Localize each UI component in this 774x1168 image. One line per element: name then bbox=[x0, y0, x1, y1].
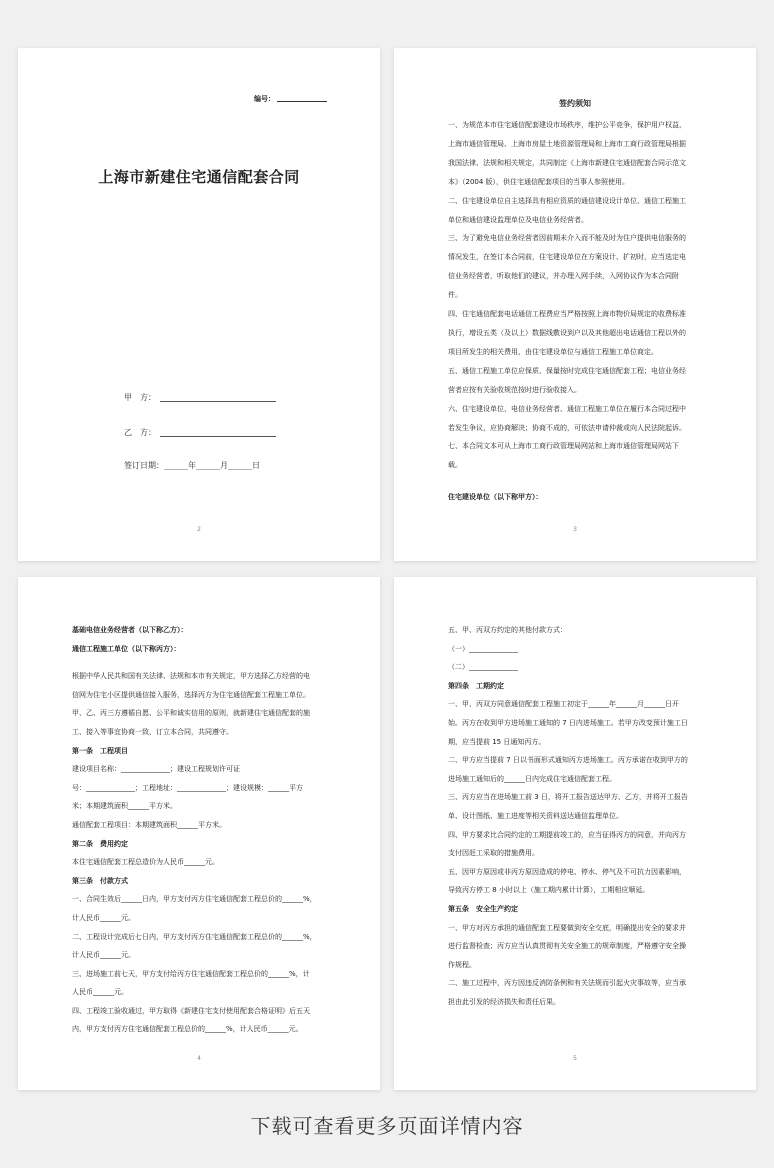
text-line: 信业务经营者，听取他们的建议，并办理入网手续，入网协议作为本合同附 bbox=[448, 272, 679, 281]
text-line: 五、通信工程施工单位应保质、保量按时完成住宅通信配套工程；电信业务经 bbox=[448, 366, 686, 375]
text-line: 三、丙方应当在进场施工前 3 日，将开工报告送达甲方、乙方，并将开工报告 bbox=[448, 793, 688, 802]
text-line: 根据中华人民共和国有关法律、法规和本市有关规定，甲方选择乙方经营的电 bbox=[72, 672, 310, 681]
contract-title: 上海市新建住宅通信配套合同 bbox=[98, 168, 300, 186]
party-c-heading: 通信工程施工单位（以下称丙方）： bbox=[72, 644, 181, 653]
party-b-blank bbox=[160, 428, 276, 437]
document-page-5 bbox=[394, 577, 756, 1090]
party-a-field bbox=[124, 392, 276, 403]
download-more-footer: 下载可查看更多页面详情内容 bbox=[250, 1114, 524, 1138]
text-line: 执行，增设五类（及以上）数据线敷设到户以及其他超出电话通信工程以外的 bbox=[448, 328, 686, 337]
text-line: 件。 bbox=[448, 291, 462, 300]
text-line: 一、合同生效后______日内，甲方支付丙方住宅通信配套工程总价的______%， bbox=[72, 895, 317, 904]
text-line: 计人民币______元。 bbox=[72, 951, 135, 960]
text-line: 本住宅通信配套工程总造价为人民币______元。 bbox=[72, 858, 219, 867]
party-b-heading: 基础电信业务经营者（以下称乙方）： bbox=[72, 626, 188, 634]
text-line: 一、甲方对丙方承担的通信配套工程要做到安全交底，明确提出安全的要求并 bbox=[448, 923, 686, 932]
text-line: 一、为规范本市住宅通信配套建设市场秩序，维护公平竞争，保护用户权益， bbox=[448, 121, 686, 129]
text-line: 建设项目名称：______________；建设工程规划许可证 bbox=[72, 765, 240, 774]
text-line: 项目所发生的相关费用，由住宅建设单位与通信工程施工单位商定。 bbox=[448, 347, 658, 356]
article-1-title: 第一条 工程项目 bbox=[72, 746, 128, 755]
spacer bbox=[72, 658, 350, 667]
text-line: 支付因赶工采取的措施费用。 bbox=[448, 849, 539, 858]
page-number: 4 bbox=[197, 1055, 201, 1062]
text-line: （一）______________ bbox=[448, 644, 518, 653]
party-a-blank bbox=[160, 393, 276, 402]
article-2-body bbox=[72, 853, 350, 872]
notice-body bbox=[448, 116, 726, 475]
text-line: 上海市通信管理局、上海市房屋土地资源管理局和上海市工商行政管理局根据 bbox=[448, 139, 686, 148]
text-line: 五、甲、丙双方约定的其他付款方式： bbox=[448, 626, 567, 634]
text-line: 一、甲、丙双方同意通信配套工程施工初定于______年______月______日开 bbox=[448, 700, 679, 709]
text-line: 载。 bbox=[448, 461, 462, 470]
text-line: 若发生争议，应协商解决；协商不成的，可依法申请仲裁或向人民法院起诉。 bbox=[448, 423, 686, 432]
text-line: 二、住宅建设单位自主选择具有相应资质的通信建设设计单位、通信工程施工 bbox=[448, 196, 686, 205]
text-line: 导致丙方停工 8 小时以上（施工期内累计计算），工期相应顺延。 bbox=[448, 886, 650, 895]
text-line: 期，应当提前 15 日通知丙方。 bbox=[448, 737, 546, 746]
article-4-body bbox=[448, 695, 726, 900]
serial-blank bbox=[277, 94, 327, 102]
party-a-heading: 住宅建设单位（以下称甲方）： bbox=[448, 493, 543, 501]
serial-number-field bbox=[254, 94, 327, 104]
text-line: 作规程。 bbox=[448, 960, 476, 969]
page-number: 5 bbox=[573, 1055, 577, 1062]
text-line: 情况发生，在签订本合同前，住宅建设单位在方案设计、扩初时，应当选定电 bbox=[448, 253, 686, 262]
text-line: 进行监督检查；丙方应当认真贯彻有关安全施工的规章制度，严格遵守安全操 bbox=[448, 942, 686, 951]
text-line: 本》（2004 版），供住宅通信配套项目的当事人参照使用。 bbox=[448, 177, 630, 186]
article-1-body bbox=[72, 760, 350, 834]
text-line: 米；本期建筑面积______平方米。 bbox=[72, 802, 177, 811]
text-line: 二、施工过程中，丙方因违反消防条例和有关法规而引起火灾事故等，应当承 bbox=[448, 979, 686, 988]
text-line: 七、本合同文本可从上海市工商行政管理局网站和上海市通信管理局网站下 bbox=[448, 442, 679, 451]
text-line: 工、接入等事宜协商一致，订立本合同，共同遵守。 bbox=[72, 727, 233, 736]
article-5-body bbox=[448, 919, 726, 1012]
text-line: 甲、乙、丙三方遵循自愿、公平和诚实信用的原则，就新建住宅通信配套的施 bbox=[72, 709, 310, 718]
text-line: 五、因甲方原因或非丙方原因造成的停电、停水、停气及不可抗力因素影响， bbox=[448, 867, 686, 876]
text-line: 进场施工通知后的______日内完成住宅通信配套工程。 bbox=[448, 774, 616, 783]
article-5-title: 第五条 安全生产约定 bbox=[448, 904, 518, 913]
text-line: 二、工程设计完成后七日内，甲方支付丙方住宅通信配套工程总价的______%， bbox=[72, 932, 317, 941]
page-number: 3 bbox=[573, 526, 577, 533]
sign-date-field: 签订日期：______年______月______日 bbox=[124, 461, 260, 470]
party-b-label: 乙 方： bbox=[124, 428, 156, 437]
notice-title: 签约须知 bbox=[559, 99, 591, 108]
page-number: 2 bbox=[197, 526, 201, 533]
text-line: 单位和通信建设监理单位及电信业务经营者。 bbox=[448, 215, 588, 224]
text-line: 二、甲方应当提前 7 日以书面形式通知丙方进场施工。丙方承诺在收到甲方的 bbox=[448, 756, 688, 765]
page-5-body bbox=[448, 621, 726, 1011]
text-line: 四、工程竣工验收通过，甲方取得《新建住宅支付使用配套合格证明》后五天 bbox=[72, 1006, 310, 1015]
text-line: 四、住宅通信配套电话通信工程费应当严格按照上海市物价局规定的收费标准 bbox=[448, 310, 686, 319]
text-line: 三、为了避免电信业务经营者因前期未介入而不能及时为住户提供电信服务的 bbox=[448, 234, 686, 243]
text-line: 人民币______元。 bbox=[72, 988, 128, 997]
text-line: 营者应按有关验收规范按时进行验收接入。 bbox=[448, 385, 581, 394]
serial-label: 编号： bbox=[254, 95, 275, 103]
document-page-3 bbox=[394, 48, 756, 561]
document-page-4 bbox=[18, 577, 380, 1090]
document-page-2 bbox=[18, 48, 380, 561]
text-line: 始。丙方在收到甲方进场施工通知的 7 日内进场施工。若甲方改变预计施工日 bbox=[448, 718, 688, 727]
intro-paragraph bbox=[72, 667, 350, 741]
text-line: 六、住宅建设单位、电信业务经营者、通信工程施工单位在履行本合同过程中 bbox=[448, 404, 686, 413]
text-line: 四、甲方要求比合同约定的工期提前竣工的，应当征得丙方的同意，并向丙方 bbox=[448, 830, 686, 839]
party-b-field bbox=[124, 427, 276, 438]
article-2-title: 第二条 费用约定 bbox=[72, 839, 128, 848]
text-line: 单、设计图纸、施工进度等相关资料送达通信监理单位。 bbox=[448, 811, 623, 820]
text-line: 内，甲方支付丙方住宅通信配套工程总价的______%，计人民币______元。 bbox=[72, 1025, 303, 1034]
text-line: 计人民币______元。 bbox=[72, 913, 135, 922]
article-3-body bbox=[72, 890, 350, 1039]
text-line: 号：______________；工程地址：______________；建设规模：______平方 bbox=[72, 783, 303, 792]
other-payment-methods bbox=[448, 621, 726, 677]
text-line: （二）______________ bbox=[448, 663, 518, 672]
article-3-title: 第三条 付款方式 bbox=[72, 876, 128, 885]
page-4-body bbox=[72, 621, 350, 1039]
text-line: 三、进场施工前七天，甲方支付给丙方住宅通信配套工程总价的______%，计 bbox=[72, 969, 310, 978]
party-a-label: 甲 方： bbox=[124, 393, 156, 402]
text-line: 信网为住宅小区提供通信接入服务，选择丙方为住宅通信配套工程施工单位。 bbox=[72, 690, 310, 699]
article-4-title: 第四条 工期约定 bbox=[448, 681, 504, 690]
text-line: 我国法律、法规和相关规定，共同制定《上海市新建住宅通信配套合同示范文 bbox=[448, 158, 686, 167]
text-line: 担由此引发的经济损失和责任后果。 bbox=[448, 997, 560, 1006]
text-line: 通信配套工程项目：本期建筑面积______平方米。 bbox=[72, 820, 226, 829]
